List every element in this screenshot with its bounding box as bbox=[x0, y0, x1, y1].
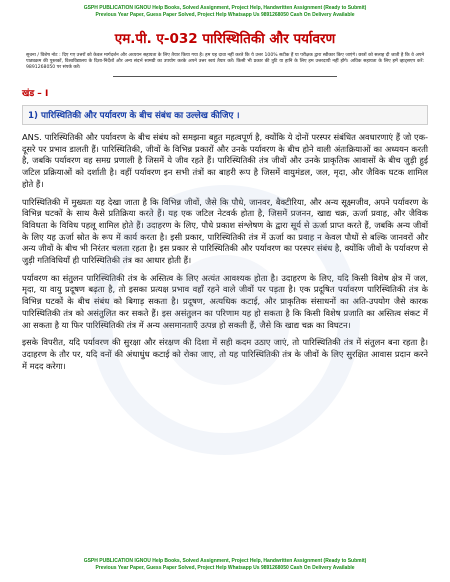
footer-line-2: Previous Year Paper, Guess Paper Solved, Project Help Whatsapp Us 9891268050 Cash On Delivery Available bbox=[95, 565, 355, 571]
answer-paragraph-3: पर्यावरण का संतुलन पारिस्थितिकी तंत्र के अस्तित्व के लिए अत्यंत आवश्यक होता है। उदाहरण के लिए, यदि किसी विशेष क्षेत्र में जल, मृदा, या वायु प्रदूषण बढ़ता है, तो इसका प्रत्यक्ष प्रभाव वहाँ रहने वाले जीवों पर पड़ता है। एक प्रदूषित पर्यावरण पारिस्थितिकी तंत्र के विभिन्न घटकों के बीच संबंध को बिगाड़ सकता है। प्रदूषण, अत्यधिक कटाई, और प्राकृतिक संसाधनों का अति-उपयोग जैसे कारक पारिस्थितिकी तंत्र को असंतुलित कर सकते हैं। इस असंतुलन का परिणाम यह हो सकता है कि किसी विशेष प्रजाति का अस्तित्व संकट में आ सकता है या फिर पारिस्थितिकी तंत्र में अन्य असमानताएँ उत्पन्न हो सकती हैं, जैसे कि खाद्य चक्र का विघटन। bbox=[22, 272, 428, 330]
header-line-1: GSPH PUBLICATION IGNOU Help Books, Solved Assignment, Project Help, Handwritten Assignment (Ready to Submit) bbox=[83, 5, 367, 11]
section-heading: खंड – I bbox=[22, 89, 49, 99]
answer-paragraph-1: ANS. पारिस्थितिकी और पर्यावरण के बीच संबंध को समझना बहुत महत्वपूर्ण है, क्योंकि ये दोनों परस्पर संबंधित अवधारणाएं हैं जो एक-दूसरे पर प्रभाव डालती हैं। पारिस्थितिकी, जीवों के विभिन्न प्रकारों और उनके पर्यावरण के बीच होने वाली अंतःक्रियाओं का अध्ययन करती है, जबकि पर्यावरण वह समग्र प्रणाली है जिसमें ये जीव रहते हैं। पारिस्थितिकी तंत्र जीवों और उनके प्राकृतिक आवासों के बीच जुड़ी हुई जटिल प्रक्रियाओं को दर्शाती है। वहीं पर्यावरण इन सभी तंत्रों का बाहरी रूप है जिसमें वायुमंडल, जल, मृदा, और जैविक घटक शामिल होते हैं। bbox=[22, 132, 428, 189]
footer-line-1: GSPH PUBLICATION IGNOU Help Books, Solved Assignment, Project Help, Handwritten Assignment (Ready to Submit) bbox=[83, 558, 367, 564]
answer-paragraph-2: पारिस्थितिकी में मुख्यतः यह देखा जाता है कि विभिन्न जीवों, जैसे कि पौधे, जानवर, बैक्टीरिया, और अन्य सूक्ष्मजीव, अपने पर्यावरण के विभिन्न घटकों के साथ कैसे प्रतिक्रिया करते हैं। यह एक जटिल नेटवर्क होता है, जिसमें प्रजनन, खाद्य चक्र, ऊर्जा प्रवाह, और जैविक विविधता के विविध पहलू शामिल होते हैं। उदाहरण के लिए, पौधे प्रकाश संश्लेषण के द्वारा सूर्य से ऊर्जा प्राप्त करते हैं, जबकि अन्य जीवों के लिए यह ऊर्जा स्रोत के रूप में कार्य करता है। इसी प्रकार, पारिस्थितिकी तंत्र में ऊर्जा का प्रवाह न केवल पौधों से बल्कि जानवरों और अन्य जीवों के बीच भी निरंतर चलता रहता है। इस प्रकार से पारिस्थितिकी और पर्यावरण का परस्पर संबंध है, क्योंकि जीवों के पर्यावरण से जुड़ी गतिविधियाँ ही पारिस्थितिकी तंत्र का आधार होती हैं। bbox=[22, 196, 428, 266]
question-box: 1) पारिस्थितिकी और पर्यावरण के बीच संबंध का उल्लेख कीजिए । bbox=[22, 105, 428, 125]
divider bbox=[113, 76, 336, 77]
page-footer bbox=[22, 558, 428, 572]
disclaimer-note: सूचना / विशेष नोट : दिए गए उत्तरों को केवल मार्गदर्शन और अध्ययन सहायता के लिए तैयार किया गया है। हम यह दावा नहीं करते कि ये उत्तर 100% सटीक हैं या परीक्षक द्वारा स्वीकार किए जाएंगे। छात्रों को सलाह दी जाती है कि वे अपने पाठ्यक्रम की पुस्तकों, विश्वविद्यालय के दिशा-निर्देशों और अन्य संदर्भ सामग्री का उपयोग करके अपने उत्तर स्वयं तैयार करें। किसी भी प्रकार की त्रुटि या हानि के लिए हम उत्तरदायी नहीं होंगे। अधिक सहायता के लिए हमें व्हाट्सएप करें: 9891268050 पर संपर्क करें। bbox=[26, 53, 424, 70]
answer-paragraph-4: इसके विपरीत, यदि पर्यावरण की सुरक्षा और संरक्षण की दिशा में सही कदम उठाए जाएं, तो पारिस्थितिकी तंत्र में संतुलन बना रहता है। उदाहरण के तौर पर, यदि वनों की अंधाधुंध कटाई को रोका जाए, तो यह पारिस्थितिकी तंत्र के जीवों के लिए सुरक्षित आवास प्रदान करने में मदद करेगा। bbox=[22, 337, 428, 371]
document-title: एम.पी. ए-032 पारिस्थितिकी और पर्यावरण bbox=[114, 31, 336, 47]
header-line-2: Previous Year Paper, Guess Paper Solved, Project Help Whatsapp Us 9891268050 Cash On Delivery Available bbox=[95, 12, 355, 18]
page-header bbox=[22, 0, 428, 19]
